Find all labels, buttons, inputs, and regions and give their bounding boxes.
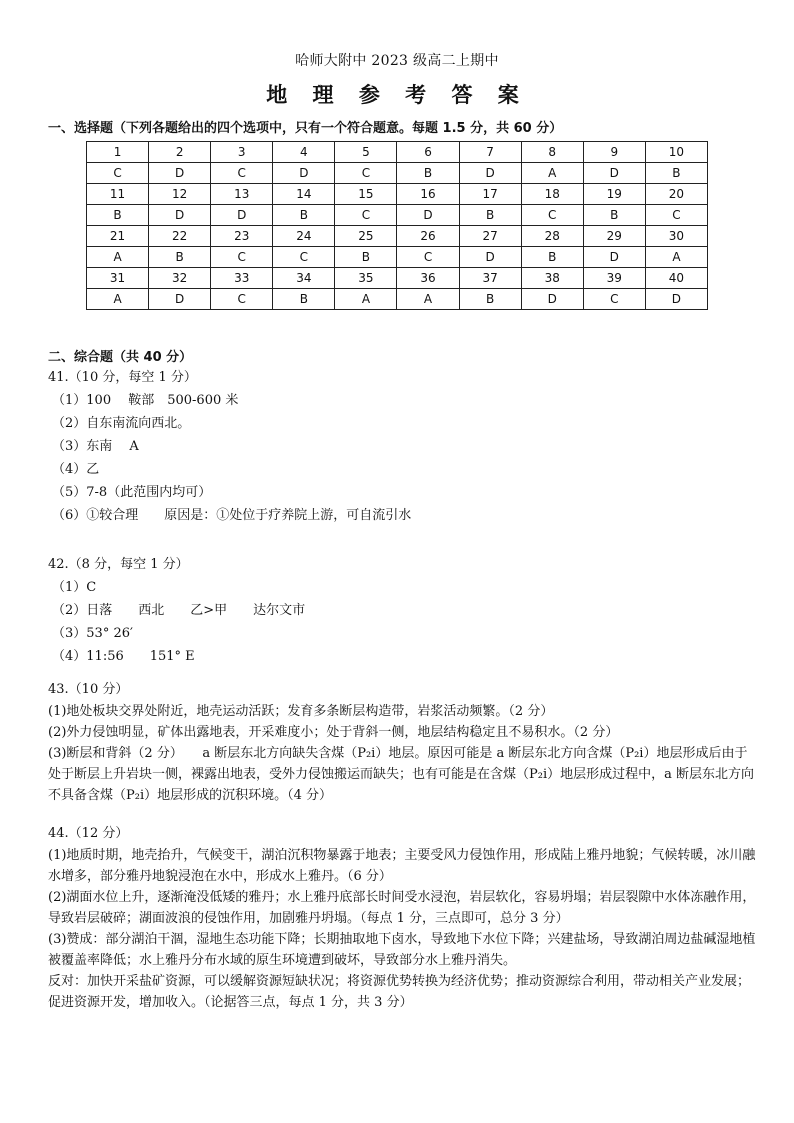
answer-key-cell: B [273, 205, 335, 226]
question-number-cell: 19 [583, 184, 645, 205]
question-number-cell: 13 [211, 184, 273, 205]
answer-key-cell: B [645, 163, 707, 184]
question-number-cell: 30 [645, 226, 707, 247]
question-number-cell: 9 [583, 142, 645, 163]
section2-heading: 二、综合题（共 40 分） [48, 350, 193, 365]
q44-part-2: (2)湖面水位上升，逐渐淹没低矮的雅丹；水上雅丹底部长时间受水浸泡，岩层软化，容易坍塌；岩层裂隙中水体冻融作用，导致岩层破碎；湖面波浪的侵蚀作用，加剧雅丹坍塌。（每点 1 分，三点即可，总分 3 分） [48, 890, 756, 926]
answer-key-cell: D [583, 163, 645, 184]
question-number-cell: 6 [397, 142, 459, 163]
question-number-cell: 34 [273, 268, 335, 289]
question-number-cell: 2 [149, 142, 211, 163]
q41-answer-3: （3）东南 A [52, 439, 139, 454]
answer-key-cell: B [335, 247, 397, 268]
answer-key-cell: D [211, 205, 273, 226]
question-number-row [87, 142, 708, 163]
question-number-cell: 38 [521, 268, 583, 289]
answer-key-cell: A [87, 247, 149, 268]
q41-answer-6: （6）①较合理 原因是：①处位于疗养院上游，可自流引水 [52, 508, 412, 523]
question-number-cell: 40 [645, 268, 707, 289]
answer-key-cell: B [459, 205, 521, 226]
question-number-cell: 32 [149, 268, 211, 289]
q42-header: 42.（8 分，每空 1 分） [48, 557, 189, 572]
q41-header: 41.（10 分，每空 1 分） [48, 370, 197, 385]
question-number-cell: 18 [521, 184, 583, 205]
answer-key-row [87, 247, 708, 268]
school-exam-heading: 哈师大附中 2023 级高二上期中 [295, 53, 499, 69]
answer-key-row [87, 205, 708, 226]
question-number-cell: 10 [645, 142, 707, 163]
q42-answer-4: （4）11:56 151° E [52, 649, 195, 664]
answer-key-row [87, 163, 708, 184]
question-number-cell: 24 [273, 226, 335, 247]
answer-key-cell: D [397, 205, 459, 226]
answer-key-cell: D [521, 289, 583, 310]
question-number-cell: 26 [397, 226, 459, 247]
question-number-row [87, 226, 708, 247]
question-number-cell: 29 [583, 226, 645, 247]
answer-key-cell: C [273, 247, 335, 268]
q43-part-3: (3)断层和背斜（2 分） a 断层东北方向缺失含煤（P₂i）地层。原因可能是 a 断层东北方向含煤（P₂i）地层形成后由于处于断层上升岩块一侧，裸露出地表，受外力侵蚀搬运而缺失；也有可能是在含煤（P₂i）地层形成过程中，a 断层东北方向不具备含煤（P₂i）地层形成的沉积环境。（4 分） [48, 746, 754, 803]
answer-key-cell: C [87, 163, 149, 184]
answer-key-cell: D [459, 247, 521, 268]
question-44 [48, 822, 758, 1013]
question-41 [48, 366, 758, 527]
q44-part-3: (3)赞成：部分湖泊干涸，湿地生态功能下降；长期抽取地下卤水，导致地下水位下降；兴建盐场，导致湖泊周边盐碱湿地植被覆盖率降低；水上雅丹分布水域的原生环境遭到破坏，导致部分水上雅丹消失。 [48, 932, 756, 968]
question-number-cell: 28 [521, 226, 583, 247]
q43-part-2: (2)外力侵蚀明显，矿体出露地表，开采难度小；处于背斜一侧，地层结构稳定且不易积水。（2 分） [48, 725, 619, 740]
question-number-row [87, 268, 708, 289]
question-number-row [87, 184, 708, 205]
answer-key-cell: D [583, 247, 645, 268]
question-number-cell: 22 [149, 226, 211, 247]
answer-key-cell: D [273, 163, 335, 184]
answer-key-cell: C [583, 289, 645, 310]
question-number-cell: 33 [211, 268, 273, 289]
answer-key-cell: B [149, 247, 211, 268]
question-number-cell: 7 [459, 142, 521, 163]
question-number-cell: 15 [335, 184, 397, 205]
question-number-cell: 5 [335, 142, 397, 163]
answer-key-cell: D [149, 205, 211, 226]
answer-key-cell: A [521, 163, 583, 184]
section1-heading: 一、选择题（下列各题给出的四个选项中，只有一个符合题意。每题 1.5 分，共 60 分） [48, 121, 563, 136]
question-number-cell: 8 [521, 142, 583, 163]
answer-key-cell: C [211, 289, 273, 310]
question-number-cell: 17 [459, 184, 521, 205]
q41-answer-1: （1）100 鞍部 500-600 米 [52, 393, 239, 408]
answer-key-cell: B [273, 289, 335, 310]
answer-key-cell: A [645, 247, 707, 268]
answer-key-cell: B [521, 247, 583, 268]
question-number-cell: 4 [273, 142, 335, 163]
answer-key-cell: A [87, 289, 149, 310]
answer-key-cell: A [335, 289, 397, 310]
answer-key-cell: C [521, 205, 583, 226]
q41-answer-4: （4）乙 [52, 462, 100, 477]
question-number-cell: 31 [87, 268, 149, 289]
q42-answer-2: （2）日落 西北 乙>甲 达尔文市 [52, 603, 306, 618]
answer-key-cell: A [397, 289, 459, 310]
q44-header: 44.（12 分） [48, 826, 129, 841]
q43-header: 43.（10 分） [48, 682, 129, 697]
question-number-cell: 16 [397, 184, 459, 205]
q41-answer-2: （2）自东南流向西北。 [52, 416, 191, 431]
question-number-cell: 27 [459, 226, 521, 247]
answer-key-cell: D [149, 289, 211, 310]
question-number-cell: 21 [87, 226, 149, 247]
answer-key-cell: C [397, 247, 459, 268]
question-number-cell: 14 [273, 184, 335, 205]
question-number-cell: 20 [645, 184, 707, 205]
answer-key-cell: C [211, 247, 273, 268]
answer-key-cell: C [645, 205, 707, 226]
question-42 [48, 553, 758, 668]
multiple-choice-answer-table [86, 141, 708, 310]
q42-answer-1: （1）C [52, 580, 97, 595]
q43-part-1: (1)地处板块交界处附近，地壳运动活跃；发育多条断层构造带，岩浆活动频繁。（2 分） [48, 704, 554, 719]
question-number-cell: 25 [335, 226, 397, 247]
question-number-cell: 1 [87, 142, 149, 163]
question-43 [48, 678, 758, 806]
question-number-cell: 11 [87, 184, 149, 205]
answer-key-cell: B [583, 205, 645, 226]
q44-part-4: 反对：加快开采盐矿资源，可以缓解资源短缺状况；将资源优势转换为经济优势；推动资源综合利用，带动相关产业发展；促进资源开发，增加收入。（论据答三点，每点 1 分，共 3 分） [48, 974, 751, 1010]
question-number-cell: 23 [211, 226, 273, 247]
answer-key-cell: B [397, 163, 459, 184]
answer-key-cell: D [645, 289, 707, 310]
page-title: 地 理 参 考 答 案 [266, 83, 528, 107]
question-number-cell: 39 [583, 268, 645, 289]
q44-part-1: (1)地质时期，地壳抬升，气候变干，湖泊沉积物暴露于地表；主要受风力侵蚀作用，形成陆上雅丹地貌；气候转暖，冰川融水增多，部分雅丹地貌浸泡在水中，形成水上雅丹。（6 分） [48, 848, 756, 884]
answer-key-cell: D [149, 163, 211, 184]
answer-key-cell: B [459, 289, 521, 310]
answer-key-cell: B [87, 205, 149, 226]
answer-key-cell: C [335, 205, 397, 226]
q41-answer-5: （5）7-8（此范围内均可） [52, 485, 212, 500]
answer-key-cell: C [335, 163, 397, 184]
question-number-cell: 36 [397, 268, 459, 289]
q42-answer-3: （3）53° 26′ [52, 626, 133, 641]
answer-key-cell: D [459, 163, 521, 184]
answer-key-cell: C [211, 163, 273, 184]
answer-key-row [87, 289, 708, 310]
question-number-cell: 37 [459, 268, 521, 289]
question-number-cell: 3 [211, 142, 273, 163]
question-number-cell: 35 [335, 268, 397, 289]
question-number-cell: 12 [149, 184, 211, 205]
